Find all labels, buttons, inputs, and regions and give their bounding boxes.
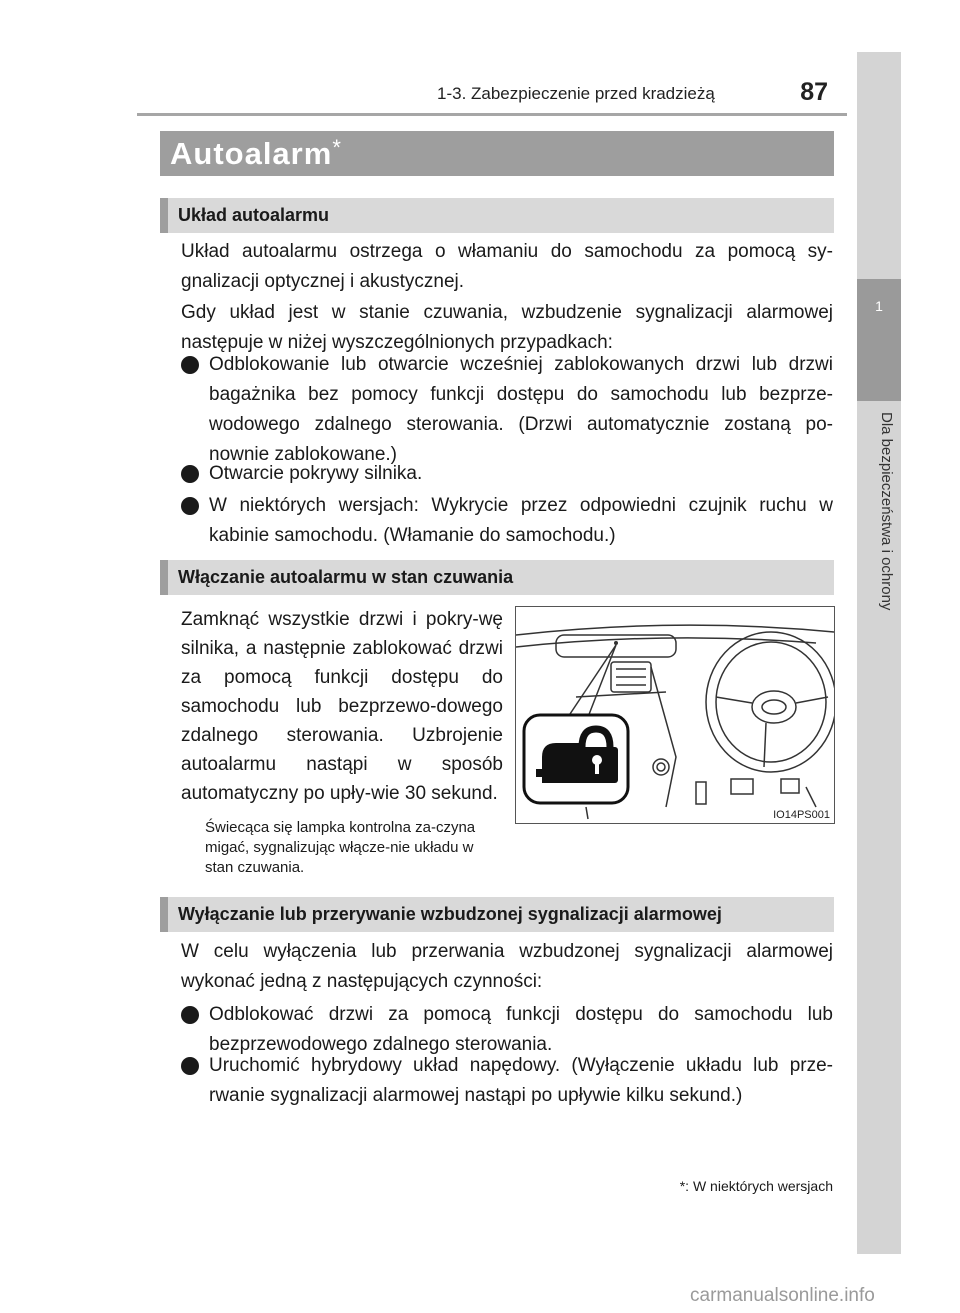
section-heading: Układ autoalarmu — [160, 198, 834, 233]
list-item-text: Odblokować drzwi za pomocą funkcji dostępu do samochodu lub bezprzewodowego zdalnego sterowania. — [209, 1004, 833, 1055]
list-item — [181, 1051, 833, 1111]
chapter-side-tab — [857, 52, 901, 1254]
main-title-bar — [160, 131, 834, 176]
paragraph: W celu wyłączenia lub przerwania wzbudzonej sygnalizacji alarmowej wykonać jedną z następujących czynności: — [181, 941, 833, 992]
bullet-icon — [181, 1057, 199, 1075]
watermark: carmanualsonline.info — [690, 1285, 875, 1306]
paragraph: Gdy układ jest w stanie czuwania, wzbudzenie sygnalizacji alarmowej następuje w niżej wyszczególnionych przypadkach: — [181, 302, 833, 353]
dashboard-illustration — [515, 606, 835, 824]
section-heading: Włączanie autoalarmu w stan czuwania — [160, 560, 834, 595]
paragraph: Układ autoalarmu ostrzega o włamaniu do samochodu za pomocą sy-gnalizacji optycznej i akustycznej. — [181, 241, 833, 292]
list-item — [181, 459, 833, 489]
note-text: Świecąca się lampka kontrolna za-czyna migać, sygnalizując włącze-nie układu w stan czuwania. — [205, 819, 476, 876]
section-heading: Wyłączanie lub przerywanie wzbudzonej sygnalizacji alarmowej — [160, 897, 834, 932]
footnote: *: W niektórych wersjach — [679, 1178, 833, 1194]
chapter-title: Dla bezpieczeństwa i ochrony — [878, 412, 895, 611]
list-item-text: Uruchomić hybrydowy układ napędowy. (Wyłączenie układu lub prze-rwanie sygnalizacji alarmowej nastąpi po upływie kilku sekund.) — [209, 1055, 833, 1106]
dashboard-drawing — [516, 607, 834, 823]
bullet-icon — [181, 465, 199, 483]
list-item — [181, 491, 833, 551]
header-divider — [137, 113, 847, 116]
asterisk-marker: * — [332, 135, 342, 160]
bullet-icon — [181, 1006, 199, 1024]
image-code: IO14PS001 — [773, 809, 830, 821]
main-title: Autoalarm — [170, 136, 333, 171]
list-item-text: Otwarcie pokrywy silnika. — [209, 463, 423, 484]
section-title: 1-3. Zabezpieczenie przed kradzieżą — [437, 84, 715, 103]
page-header — [160, 78, 834, 108]
page-number: 87 — [800, 78, 828, 106]
list-item — [181, 350, 833, 470]
chapter-number: 1 — [875, 298, 883, 314]
bullet-icon — [181, 356, 199, 374]
list-item-text: W niektórych wersjach: Wykrycie przez odpowiedni czujnik ruchu w kabinie samochodu. (Włamanie do samochodu.) — [209, 495, 833, 546]
list-item-text: Odblokowanie lub otwarcie wcześniej zablokowanych drzwi lub drzwi bagażnika bez pomocy funkcji dostępu do samochodu lub bezprze-wodowego zdalnego sterowania. (Drzwi automatycznie zostaną po-nownie zablokowane.) — [209, 354, 833, 465]
bullet-icon — [181, 497, 199, 515]
paragraph: Zamknąć wszystkie drzwi i pokry-wę silnika, a następnie zablokować drzwi za pomocą funkcji dostępu do samochodu lub bezprzewo-dowego zdalnego sterowania. Uzbrojenie autoalarmu nastąpi w sposób automatyczny po upły-wie 30 sekund. — [181, 609, 503, 804]
